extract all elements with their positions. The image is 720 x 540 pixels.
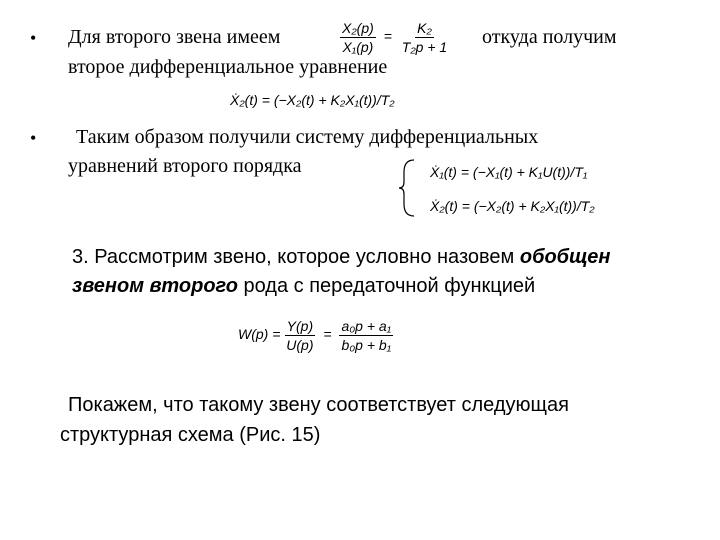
bullet2-line1-text: Таким образом получили систему дифференциальных (76, 126, 539, 148)
generalized-transfer-function (238, 318, 393, 353)
bullet2-line2-text: уравнений второго порядка (68, 155, 302, 177)
section3-line2 (72, 275, 535, 298)
section3-line2-bold: звеном второго (72, 275, 238, 297)
w-mid-num: Y(p) (286, 318, 314, 334)
w-mid-fraction (284, 318, 315, 353)
tf-equals: = (383, 28, 392, 45)
tf-left-den: X₁(p) (342, 39, 374, 55)
tf-right-den: T₂p + 1 (401, 39, 448, 55)
tf-left-num: X₂(p) (342, 20, 374, 36)
bullet1-line1-tail: откуда получим (482, 26, 617, 48)
section3-number: 3. (72, 246, 89, 268)
section4-line2: структурная схема (Рис. 15) (60, 424, 321, 446)
section3-line1-bold: обобщен (519, 246, 611, 268)
section3-line1 (72, 246, 610, 269)
w-right-num: a₀p + a₁ (341, 318, 392, 334)
w-lhs: W(p) = (238, 326, 281, 343)
transfer-function-2 (340, 20, 449, 55)
section3-line1-text: Рассмотрим звено, которое условно назовем (94, 246, 515, 268)
w-right-fraction (339, 318, 393, 353)
w-equals: = (323, 326, 332, 343)
bullet1-line1-text: Для второго звена имеем (68, 26, 281, 48)
tf-left-fraction (340, 20, 376, 55)
section3-line2-text: рода с передаточной функцией (243, 275, 536, 297)
tf-right-num: K₂ (417, 20, 432, 36)
tf-right-fraction (400, 20, 449, 55)
system-equation-2: Ẋ₂(t) = (−X₂(t) + K₂X₁(t))/T₂ (430, 198, 595, 214)
bullet-marker-2: • (30, 128, 37, 148)
diff-equation-x2: Ẋ₂(t) = (−X₂(t) + K₂X₁(t))/T₂ (230, 92, 395, 108)
w-right-den: b₀p + b₁ (341, 337, 392, 353)
system-equation-1: Ẋ₁(t) = (−X₁(t) + K₁U(t))/T₁ (430, 164, 588, 180)
bullet1-line2-text: второе дифференциальное уравнение (68, 56, 388, 78)
system-brace (398, 158, 418, 218)
w-mid-den: U(p) (286, 337, 314, 353)
section4-line1: Покажем, что такому звену соответствует следующая (68, 394, 569, 416)
bullet-marker-1: • (30, 28, 37, 48)
